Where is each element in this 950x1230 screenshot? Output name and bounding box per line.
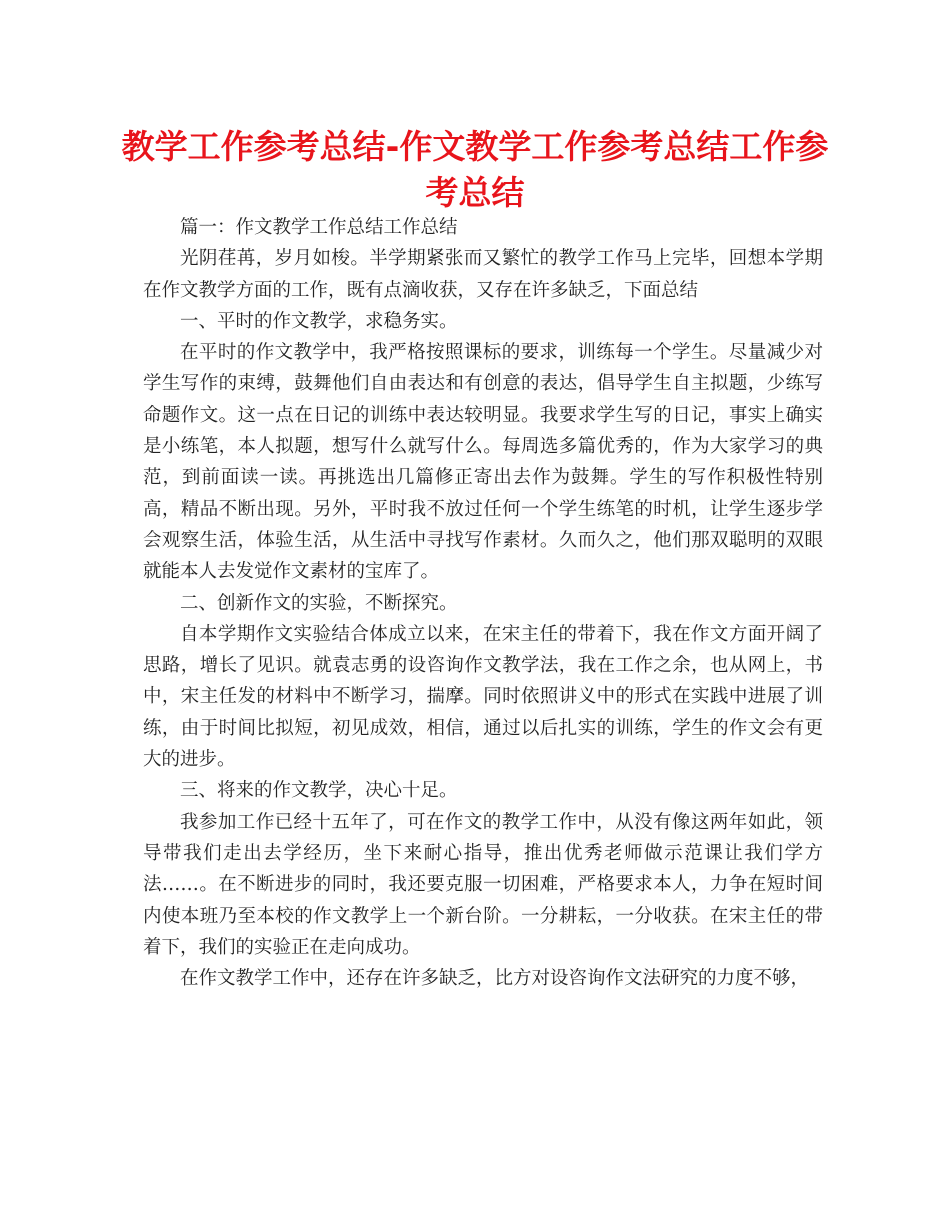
section-heading-part-one: 篇一：作文教学工作总结工作总结 [180,217,458,238]
section-heading-one: 一、平时的作文教学，求稳务实。 [180,310,458,332]
section-heading-two: 二、创新作文的实验，不断探究。 [180,592,458,614]
document-title: 教学工作参考总结-作文教学工作参考总结工作参考总结 [121,127,829,212]
intro-paragraph: 光阴荏苒，岁月如梭。半学期紧张而又繁忙的教学工作马上完毕，回想本学期在作文教学方面的工作，既有点滴收获，又存在许多缺乏，下面总结 [143,248,823,301]
document-body [143,212,823,994]
body-paragraph: 自本学期作文实验结合体成立以来，在宋主任的带着下，我在作文方面开阔了思路，增长了见识。就袁志勇的设咨询作文教学法，我在工作之余，也从网上，书中，宋主任发的材料中不断学习，揣摩。同时依照讲义中的形式在实践中进展了训练，由于时间比拟短，初见成效，相信，通过以后扎实的训练，学生的作文会有更大的进步。 [143,623,823,771]
body-paragraph: 我参加工作已经十五年了，可在作文的教学工作中，从没有像这两年如此，领导带我们走出去学经历，坐下来耐心指导，推出优秀老师做示范课让我们学方法……。在不断进步的同时，我还要克服一切困难，严格要求本人，力争在短时间内使本班乃至本校的作文教学上一个新台阶。一分耕耘，一分收获。在宋主任的带着下，我们的实验正在走向成功。 [143,811,823,958]
body-paragraph: 在平时的作文教学中，我严格按照课标的要求，训练每一个学生。尽量减少对学生写作的束缚，鼓舞他们自由表达和有创意的表达，倡导学生自主拟题，少练写命题作文。这一点在日记的训练中表达较明显。我要求学生写的日记，事实上确实是小练笔，本人拟题，想写什么就写什么。每周选多篇优秀的，作为大家学习的典范，到前面读一读。再挑选出几篇修正寄出去作为鼓舞。学生的写作积极性特别高，精品不断出现。另外，平时我不放过任何一个学生练笔的时机，让学生逐步学会观察生活，体验生活，从生活中寻找写作素材。久而久之，他们那双聪明的双眼就能本人去发觉作文素材的宝库了。 [143,342,823,583]
section-heading-three: 三、将来的作文教学，决心十足。 [180,780,458,802]
body-paragraph: 在作文教学工作中，还存在许多缺乏，比方对设咨询作文法研究的力度不够， [180,968,810,990]
